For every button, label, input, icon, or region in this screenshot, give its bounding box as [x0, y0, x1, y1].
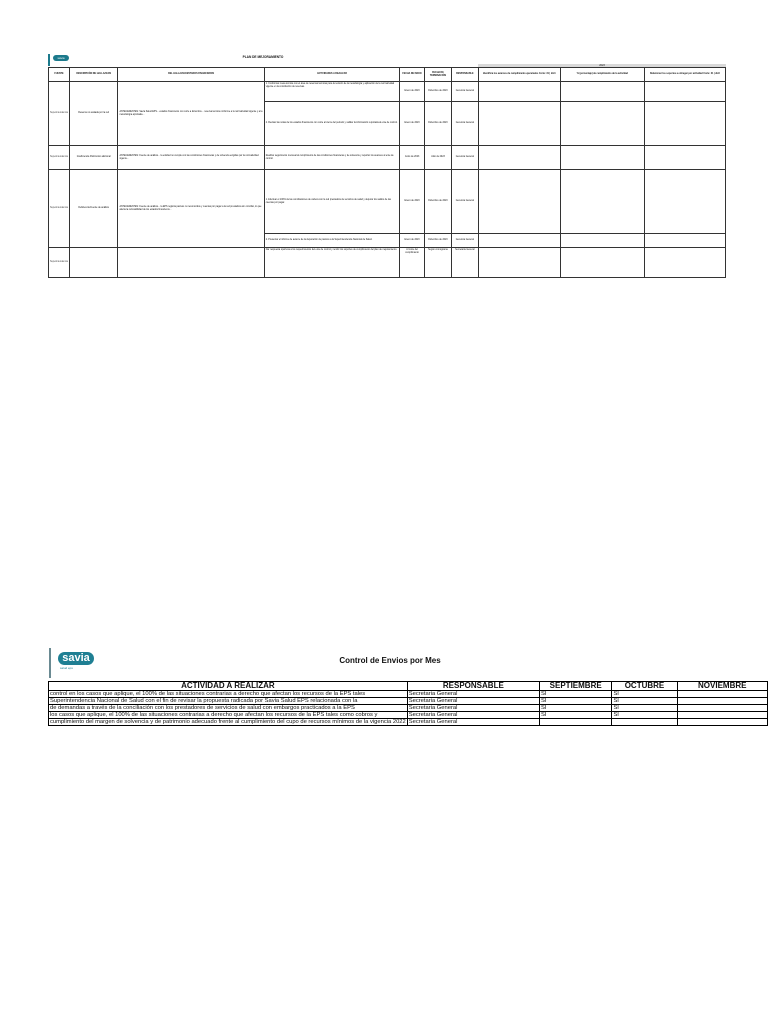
improvement-plan-table: [48, 67, 726, 278]
cell-responsible: Secretaría General: [451, 248, 478, 278]
column-header-november: NOVIEMBRE: [677, 682, 767, 691]
cell-october: SI: [612, 712, 677, 719]
cell-start-date: Enero de 2023: [400, 234, 425, 248]
cell-finding: ANTECEDENTES: Savia Salud EPS... estados financieros con corte a diciembre... reserva técnica conforme a la normatividad vigente y a la metodología aprobada...: [118, 82, 264, 146]
table-row: [49, 698, 768, 705]
cell-end-date: Diciembre de 2023: [424, 102, 451, 146]
table-row: [49, 146, 726, 170]
table-header-row: [49, 68, 726, 82]
cell-description: [69, 248, 118, 278]
table-row: [49, 82, 726, 102]
cell-activity: Realizar seguimiento mensual al cumplimiento de las condiciones financieras y de solvencia y reportar los avances al ente de control.: [264, 146, 399, 170]
cell-progress: [478, 234, 560, 248]
cell-evidence: [644, 234, 725, 248]
table-row: [49, 170, 726, 234]
cell-percent: [560, 170, 644, 234]
cell-responsible: Gerencia General: [451, 234, 478, 248]
cell-october: SI: [612, 705, 677, 712]
cell-evidence: [644, 146, 725, 170]
column-header: Identifica los avances de cumplimiento ejecutados Corte: 31 | dic/t: [478, 68, 560, 82]
cell-september: [539, 719, 612, 726]
cell-activity: 2. Presentar el informe de avance de la depuración de pasivos a la Superintendencia Nacional de Salud.: [264, 234, 399, 248]
cell-fuente: Superintendencia: [49, 146, 70, 170]
table-row: [49, 719, 768, 726]
cell-finding: [118, 248, 264, 278]
cell-start-date: Junio de 2023: [400, 146, 425, 170]
cell-end-date: Según cronograma: [424, 248, 451, 278]
column-header-september: SEPTIEMBRE: [539, 682, 612, 691]
column-header: RESPONSABLE: [451, 68, 478, 82]
cell-october: SI: [612, 698, 677, 705]
cell-percent: [560, 146, 644, 170]
cell-progress: [478, 146, 560, 170]
column-header: FECHA DE TERMINACIÓN: [424, 68, 451, 82]
period-header: 2023: [478, 64, 726, 67]
column-header: FUENTE: [49, 68, 70, 82]
cell-progress: [478, 170, 560, 234]
sheet-title: PLAN DE MEJORAMIENTO: [242, 55, 284, 59]
cell-evidence: [644, 248, 725, 278]
cell-evidence: [644, 170, 725, 234]
savia-logo-tag: salud eps: [60, 666, 73, 670]
table-row: [49, 705, 768, 712]
cell-responsible: Secretaria General: [407, 719, 539, 726]
cell-activity: 1. Conformar mesa técnica con el área de reservas técnicas para la revisión de la metodología y aplicación de la normatividad vigente en la constitución de reservas.: [264, 82, 399, 102]
cell-october: SI: [612, 691, 677, 698]
cell-description: Reserva no avalada por la red: [69, 82, 118, 146]
cell-activity: Superintendencia Nacional de Salud con el fin de revisar la propuesta radicada por Savia Salud EPS relacionada con la: [49, 698, 408, 705]
savia-logo-word: savia: [58, 652, 94, 665]
cell-responsible: Gerencia General: [451, 102, 478, 146]
cell-responsible: Secretaria General: [407, 691, 539, 698]
cell-end-date: Diciembre de 2023: [424, 234, 451, 248]
cell-responsible: Secretaria General: [407, 705, 539, 712]
cell-percent: [560, 102, 644, 146]
cell-september: SI: [539, 705, 612, 712]
savia-logo: savia: [53, 55, 69, 61]
column-header: FECHA DE INICIO: [400, 68, 425, 82]
cell-september: SI: [539, 691, 612, 698]
cell-start-date: Enero de 2023: [400, 102, 425, 146]
table-row: [49, 691, 768, 698]
cell-percent: [560, 82, 644, 102]
cell-start-date: Al corte del cumplimiento: [400, 248, 425, 278]
cell-finding: ANTECEDENTES: Fuente de análisis... la EPS registra pasivos no reconocidos y cuentas por pagar a la red prestadora sin conciliar, lo que afecta la razonabilidad de los estados financieros...: [118, 170, 264, 248]
cell-november: [677, 719, 767, 726]
column-header: ACTIVIDADES A REALIZAR: [264, 68, 399, 82]
cell-responsible: Gerencia General: [451, 146, 478, 170]
cell-end-date: Diciembre de 2023: [424, 82, 451, 102]
cell-end-date: Julio de 2023: [424, 146, 451, 170]
cell-fuente: Superintendencia: [49, 248, 70, 278]
cell-percent: [560, 234, 644, 248]
cell-responsible: Gerencia General: [451, 82, 478, 102]
logo-divider: [49, 648, 51, 678]
cell-november: [677, 698, 767, 705]
cell-activity: control en los casos que aplique, el 100% de las situaciones contrarias a derecho que afectan los recursos de la EPS tales: [49, 691, 408, 698]
cell-activity: cumplimiento del margen de solvencia y de patrimonio adecuado frente al cumplimiento del cupo de recursos mínimos de la vigencia 2022: [50, 719, 406, 725]
cell-start-date: Enero de 2023: [400, 82, 425, 102]
cell-evidence: [644, 102, 725, 146]
cell-progress: [478, 248, 560, 278]
cell-fuente: Superintendencia: [49, 170, 70, 248]
cell-september: SI: [539, 698, 612, 705]
cell-progress: [478, 82, 560, 102]
cell-responsible: Secretaria General: [407, 698, 539, 705]
column-header: DESCRIPCIÓN DE HALLAZGOS: [69, 68, 118, 82]
cell-progress: [478, 102, 560, 146]
column-header: DEL HALLAZGO/ESTADOS FINANCIEROS: [118, 68, 264, 82]
table-row: [49, 712, 768, 719]
cell-november: [677, 691, 767, 698]
cell-activity: Dar respuesta oportuna a los requerimientos del ente de control y remitir los soportes de cumplimiento del plan de mejoramiento.: [264, 248, 399, 278]
cell-finding: ANTECEDENTES: Fuente de análisis... la entidad no cumple con las condiciones financieras y de solvencia exigidas por la normatividad vigente...: [118, 146, 264, 170]
cell-november: [677, 712, 767, 719]
cell-activity: de demandas a través de la conciliación con los prestadores de servicios de salud con embargos practicados a la EPS: [49, 705, 408, 712]
cell-responsible: Gerencia General: [451, 170, 478, 234]
cell-november: [677, 705, 767, 712]
control-title: Control de Envios por Mes: [339, 656, 441, 665]
cell-description: Insuficiencia Patrimonio adicional: [69, 146, 118, 170]
cell-evidence: [644, 82, 725, 102]
column-header: Relacionar los soportes a entregar por actividad Corte: 31 | dic/t: [644, 68, 725, 82]
savia-logo: [48, 646, 128, 686]
cell-activity: 1. Efectuar el 100% de las conciliaciones de cartera con la red prestadora de servicios de salud y depurar los saldos de las cuentas por pagar.: [264, 170, 399, 234]
cell-fuente: Superintendencia: [49, 82, 70, 146]
cell-october: [612, 719, 677, 726]
cell-start-date: Enero de 2023: [400, 170, 425, 234]
cell-activity: 2. Revisar las notas de los estados financieros con corte al cierre del periodo y validar la información reportada al ente de control.: [264, 102, 399, 146]
cell-activity: los casos que aplique, el 100% de las situaciones contrarias a derecho que afectan los recursos de la EPS tales como cobros y: [49, 712, 408, 719]
column-header-responsible: RESPONSABLE: [407, 682, 539, 691]
column-header-october: OCTUBRE: [612, 682, 677, 691]
table-row: [49, 248, 726, 278]
column-header-activity: ACTIVIDAD A REALIZAR: [49, 682, 408, 691]
control-envios-table: [48, 681, 768, 726]
cell-percent: [560, 248, 644, 278]
cell-september: SI: [539, 712, 612, 719]
cell-end-date: Diciembre de 2023: [424, 170, 451, 234]
cell-responsible: Secretaria General: [407, 712, 539, 719]
column-header: % (porcentaje) de cumplimiento de la actividad: [560, 68, 644, 82]
cell-description: Deficiencia Fuente de análisis: [69, 170, 118, 248]
table-header-row: [49, 682, 768, 691]
